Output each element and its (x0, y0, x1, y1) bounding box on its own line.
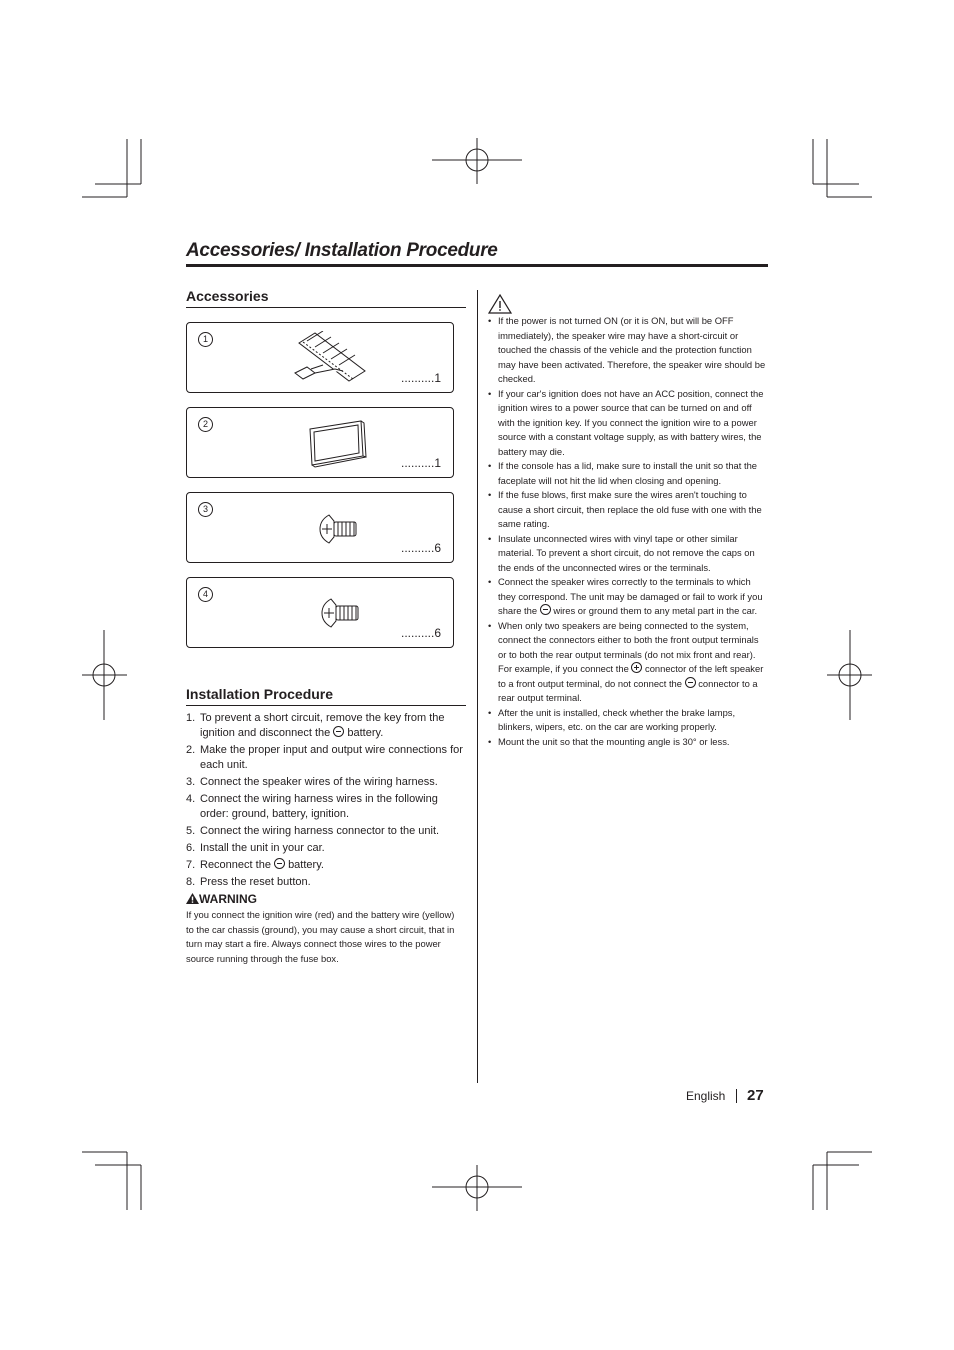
caution-item: • Mount the unit so that the mounting angle is 30° or less. (488, 735, 768, 750)
step-text: To prevent a short circuit, remove the key from the ignition and disconnect the (200, 712, 445, 739)
warning-triangle-icon (186, 893, 199, 904)
step-text: battery. (288, 859, 324, 871)
footer-separator (736, 1089, 737, 1103)
item-quantity: ..........1 (400, 371, 441, 385)
step-item (186, 824, 466, 839)
page-number: 27 (747, 1087, 764, 1104)
step-number: 6. (186, 842, 196, 854)
installation-heading-rule (186, 705, 466, 706)
accessory-item-3 (186, 492, 454, 563)
accessories-heading-rule (186, 307, 466, 308)
item-quantity: ..........6 (400, 626, 441, 640)
item-quantity: ..........6 (400, 541, 441, 555)
minus-symbol-icon (540, 604, 551, 615)
warning-heading (186, 892, 257, 906)
step-text: Install the unit in your car. (200, 842, 325, 854)
step-item (186, 841, 466, 856)
minus-symbol-icon (274, 858, 285, 869)
escutcheon-frame-icon (307, 418, 367, 470)
step-number: 8. (186, 876, 196, 888)
caution-list (488, 314, 768, 749)
warning-title: WARNING (199, 892, 257, 906)
footer-language: English (686, 1089, 726, 1103)
installation-steps (186, 711, 466, 892)
caution-text: connector to a rear output terminal. (498, 677, 758, 703)
caution-item: • After the unit is installed, check whether the brake lamps, blinkers, wipers, etc. on the car are working properly. (488, 706, 768, 735)
caution-item: • If the fuse blows, first make sure the wires aren't touching to cause a short circuit, then replace the old fuse with one with the same rating. (488, 488, 768, 532)
warning-text: If you connect the ignition wire (red) and the battery wire (yellow) to the car chassis (ground), you may cause a short circuit, that in turn may start a fire. Always connect those wires to the power source running through the fuse box. (186, 909, 455, 964)
step-item (186, 792, 466, 822)
item-number: 3 (198, 502, 213, 517)
accessory-item-2 (186, 407, 454, 478)
wiring-harness-icon (293, 331, 373, 386)
step-text: Make the proper input and output wire connections for each unit. (200, 744, 463, 771)
step-text: Reconnect the (200, 859, 271, 871)
caution-item: • If the power is not turned ON (or it is ON, but will be OFF immediately), the speaker wire may have a short-circuit or touched the chassis of the vehicle and the protection function may have been activated. Therefore, the speaker wire should be checked. (488, 314, 768, 387)
screw-icon (319, 595, 365, 635)
caution-text: wires or ground them to any metal part in the car. (553, 605, 758, 616)
item-number: 2 (198, 417, 213, 432)
accessory-item-4 (186, 577, 454, 648)
step-item (186, 875, 466, 890)
screw-icon (317, 511, 363, 551)
caution-item: • If your car's ignition does not have an ACC position, connect the ignition wires to a power source that can be turned on and off with the ignition key. If you connect the ignition wire to a power source with a constant voltage supply, as with battery wires, the battery may die. (488, 387, 768, 460)
step-number: 2. (186, 744, 196, 756)
caution-item: • If the console has a lid, make sure to install the unit so that the faceplate will not hit the lid when closing and opening. (488, 459, 768, 488)
caution-text: When only two speakers are being connected to the system, connect the connectors either to both the front output terminals or to both the rear output terminals (do not mix front and rear). For example, if you connect the (498, 619, 759, 674)
accessory-item-1 (186, 322, 454, 393)
step-item (186, 711, 466, 741)
minus-symbol-icon (333, 726, 344, 737)
caution-item (488, 619, 768, 706)
item-number: 4 (198, 587, 213, 602)
step-text: Connect the wiring harness connector to the unit. (200, 825, 440, 837)
item-quantity: ..........1 (400, 456, 441, 470)
caution-text: Connect the speaker wires correctly to the terminals to which they correspond. The unit may be damaged or fail to work if you share the (498, 576, 763, 616)
step-text: Connect the wiring harness wires in the following order: ground, battery, ignition. (200, 793, 438, 820)
installation-heading: Installation Procedure (186, 686, 334, 702)
step-item (186, 743, 466, 773)
step-item (186, 775, 466, 790)
step-text: battery. (347, 727, 384, 739)
step-number: 4. (186, 793, 196, 805)
step-item (186, 858, 466, 873)
item-number: 1 (198, 332, 213, 347)
step-text: Press the reset button. (200, 876, 311, 888)
step-number: 7. (186, 859, 196, 871)
step-number: 5. (186, 825, 196, 837)
caution-triangle-icon (488, 294, 512, 314)
page-title: Accessories/ Installation Procedure (186, 240, 498, 261)
title-rule (186, 264, 768, 267)
caution-text: connector of the left speaker to a front output terminal, do not connect the (498, 663, 764, 689)
caution-item: • Insulate unconnected wires with vinyl tape or other similar material. To prevent a short circuit, do not remove the caps on the ends of the unconnected wires or the terminals. (488, 532, 768, 576)
step-text: Connect the speaker wires of the wiring harness. (200, 776, 438, 788)
minus-symbol-icon (685, 677, 696, 688)
step-number: 3. (186, 776, 196, 788)
plus-symbol-icon (631, 662, 642, 673)
column-divider (477, 290, 478, 1083)
caution-item (488, 575, 768, 619)
accessories-heading: Accessories (186, 288, 269, 304)
step-number: 1. (186, 712, 196, 724)
